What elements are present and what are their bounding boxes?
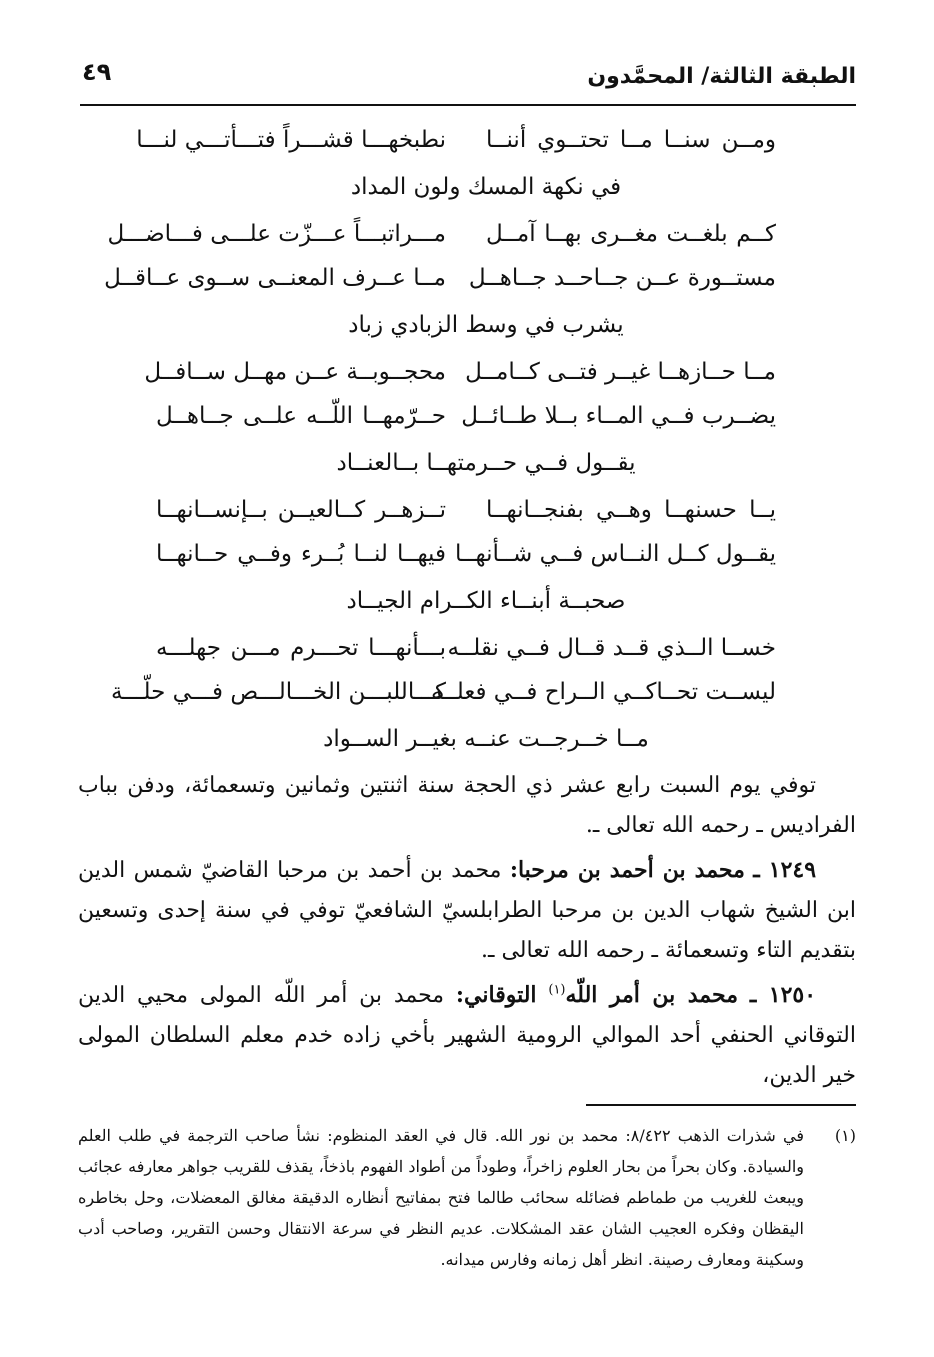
footnote-separator: [586, 1104, 856, 1106]
verse-second-hemistich: مـــراتبـــاً عـــزّت علـــى فـــاضـــل: [107, 221, 446, 247]
footnote: [78, 1120, 856, 1275]
header-rule: [80, 104, 856, 106]
entry-text: محمد بن أمر اللّه المولى محيي الدين التوقاني الحنفي أحد الموالي الرومية الشهير بأخي زاده خدم معلم السلطان المولى خير الدين،: [78, 983, 856, 1088]
verse-second-hemistich: تــزهــر كــالعيــن بــإنســانهــا: [156, 497, 446, 523]
footnote-reference[interactable]: (١): [548, 982, 566, 998]
entry-number: ١٢٥٠ ـ: [749, 982, 817, 1008]
verse: [156, 488, 776, 532]
verse: [156, 532, 776, 576]
verse: [144, 350, 776, 394]
verse: [156, 626, 776, 670]
poem-refrain: صحبــة أبنــاء الكــرام الجيــاد: [346, 588, 626, 614]
poem-refrain: يقــول فــي حــرمتهــا بــالعنــاد: [336, 450, 636, 476]
verse: [110, 670, 776, 714]
footnote-marker: (١): [834, 1126, 856, 1145]
entry-heading: محمد بن أحمد بن مرحبا:: [509, 857, 745, 883]
verse-first-hemistich: يــا حسنهــا وهــي بفنجــانهــا: [486, 497, 776, 523]
verse-second-hemistich: مــا عــرف المعنــى ســوى عــاقــل: [104, 265, 446, 291]
verse: [104, 256, 776, 300]
verse: [107, 212, 776, 256]
verse-first-hemistich: ومــن سنــا مــا تحتــوي أننــا: [486, 127, 776, 153]
entry-text: محمد بن أحمد بن مرحبا القاضيّ شمس الدين ابن الشيخ شهاب الدين بن مرحبا الطرابلسيّ الشافعيّ توفي في سنة إحدى وتسعين بتقديم التاء وتسعمائة ـ رحمه الله تعالى ـ.: [78, 858, 856, 963]
verse-first-hemistich: خســا الــذي قــد قــال فــي نقلــه: [447, 635, 776, 661]
entry-1250: [78, 975, 856, 1096]
verse-first-hemistich: ليســت تحــاكــي الــراح فــي فعلــه: [430, 679, 776, 705]
verse-first-hemistich: يقــول كــل النــاس فــي شــأنهــا: [455, 541, 776, 567]
verse-second-hemistich: فيهــا لنــا بُــرء وفــي حــانهــا: [156, 541, 446, 567]
verse-second-hemistich: نطبخهـــا قشـــراً فتـــأتـــي لنـــا: [136, 127, 446, 153]
verse: [136, 118, 776, 162]
verse-first-hemistich: مستــورة عــن جــاحــد جــاهــل: [468, 265, 776, 291]
poem-refrain: يشرب في وسط الزبادي زباد: [348, 312, 624, 338]
footnote-text: في شذرات الذهب ٨/٤٢٢: محمد بن نور الله. قال في العقد المنظوم: نشأ صاحب الترجمة في طلب العلم والسيادة. وكان بحراً من بحار العلوم زاخراً، وطوداً من أطواد الفهوم باذخاً، يقذف للقريب جواهر معارفه عجائب ويبعث للغريب من طماطم فضائله سحائب طالما فتح بمفاتيح أنظاره الدقيقة مغالق المعضلات، وحل بخاطره اليقظان وفكره العجيب الشان عقد المشكلات. عديم النظر في سرعة الانتقال وحسن التقرير، وصاحب أدب وسكينة ومعارف رصينة. انظر أهل زمانه وفارس ميدانه.: [78, 1126, 804, 1269]
page-number: ٤٩: [82, 58, 112, 86]
poem-refrain: في نكهة المسك ولون المداد: [350, 174, 622, 200]
entry-number: ١٢٤٩ ـ: [753, 857, 817, 883]
verse-first-hemistich: كــم بلغــت مغــرى بهــا آمــل: [486, 221, 776, 247]
death-note-paragraph: توفي يوم السبت رابع عشر ذي الحجة سنة اثنتين وثمانين وتسعمائة، ودفن بباب الفراديس ـ رحمه الله تعالى ـ.: [78, 773, 856, 838]
body-text: [78, 766, 856, 1100]
verse: [156, 394, 776, 438]
entry-heading: محمد بن أمر اللّه: [565, 982, 738, 1008]
verse-first-hemistich: مــا حــازهــا غيــر فتــى كــامــل: [465, 359, 776, 385]
verse-second-hemistich: بـــأنهـــا تحـــرم مـــن جهلـــه: [156, 635, 446, 661]
verse-second-hemistich: حــرّمهــا اللّــه علــى جــاهــل: [156, 403, 446, 429]
entry-1249: [78, 850, 856, 971]
verse-first-hemistich: يضــرب فــي المــاء بــلا طــائــل: [461, 403, 776, 429]
poem: [104, 118, 776, 764]
verse-second-hemistich: محجــوبــة عــن مهــل ســافــل: [144, 359, 446, 385]
poem-refrain: مــا خــرجــت عنــه بغيــر الســواد: [323, 726, 649, 752]
verse-second-hemistich: كـــاللبـــن الخـــالـــص فـــي حلّـــة: [110, 679, 446, 705]
running-head: الطبقة الثالثة/ المحمَّدون: [587, 64, 856, 89]
entry-heading-nisba: التوقاني:: [455, 982, 537, 1008]
